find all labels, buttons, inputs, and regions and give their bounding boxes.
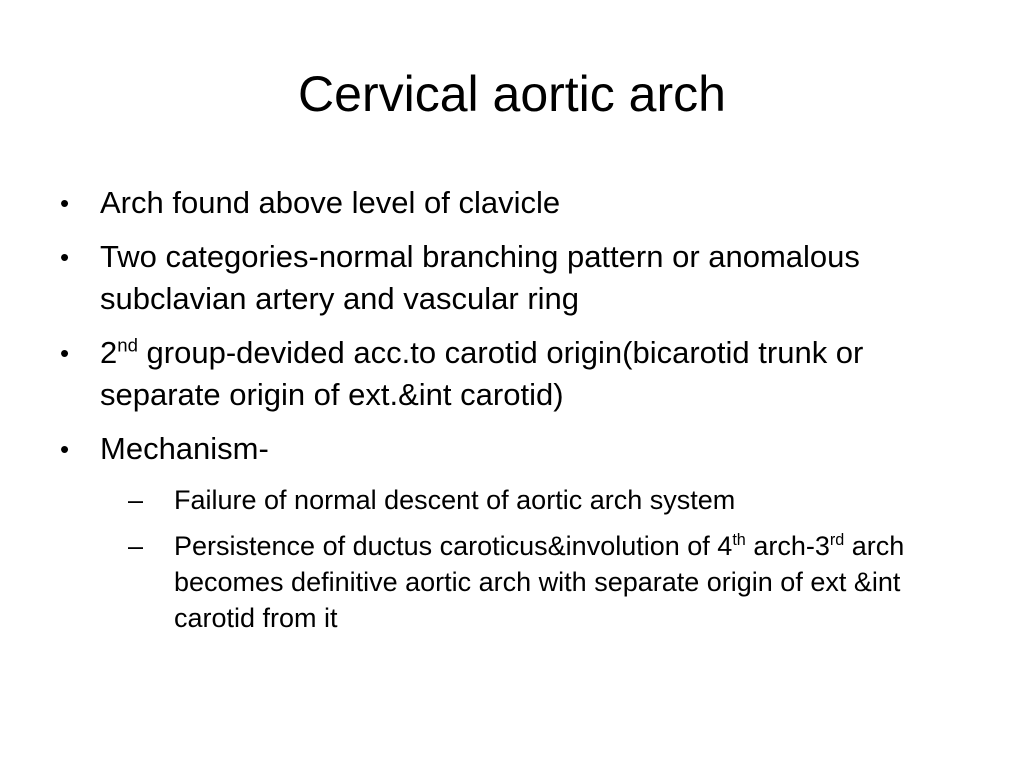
bullet-marker: •: [60, 338, 70, 368]
slide-title: Cervical aortic arch: [298, 66, 726, 122]
bullet-marker: •: [60, 188, 70, 218]
sub-bullet-item: [128, 528, 976, 636]
sub-bullet-marker: –: [128, 531, 144, 561]
sub-bullet-text-part: arch becomes definitive aortic arch with separate origin of ext &int carotid from it: [174, 531, 905, 633]
sub-bullet-text: [174, 531, 904, 633]
bullet-item: [56, 332, 976, 416]
sub-bullet-marker: –: [128, 485, 144, 515]
sub-bullet-text-part: Persistence of ductus caroticus&involution of 4: [174, 531, 733, 561]
bullet-item: [56, 236, 976, 320]
sub-bullet-text: Failure of normal descent of aortic arch system: [174, 485, 736, 515]
bullet-marker: •: [60, 242, 70, 272]
bullet-text: [100, 335, 863, 412]
bullet-text-part: group-devided acc.to carotid origin(bicarotid trunk or separate origin of ext.&int carotid): [100, 335, 864, 412]
bullet-list: [56, 182, 976, 646]
sub-bullet-item: [128, 482, 976, 518]
bullet-item: [56, 428, 976, 470]
bullet-text: Mechanism-: [100, 431, 269, 466]
sub-bullet-text-part: arch-3: [745, 531, 830, 561]
superscript: rd: [829, 531, 845, 549]
superscript: th: [732, 531, 746, 549]
superscript: nd: [117, 334, 138, 356]
bullet-text-part: 2: [100, 335, 118, 370]
bullet-text: Two categories-normal branching pattern or anomalous subclavian artery and vascular ring: [100, 239, 860, 316]
bullet-text: Arch found above level of clavicle: [100, 185, 561, 220]
bullet-marker: •: [60, 434, 70, 464]
bullet-item: [56, 182, 976, 224]
